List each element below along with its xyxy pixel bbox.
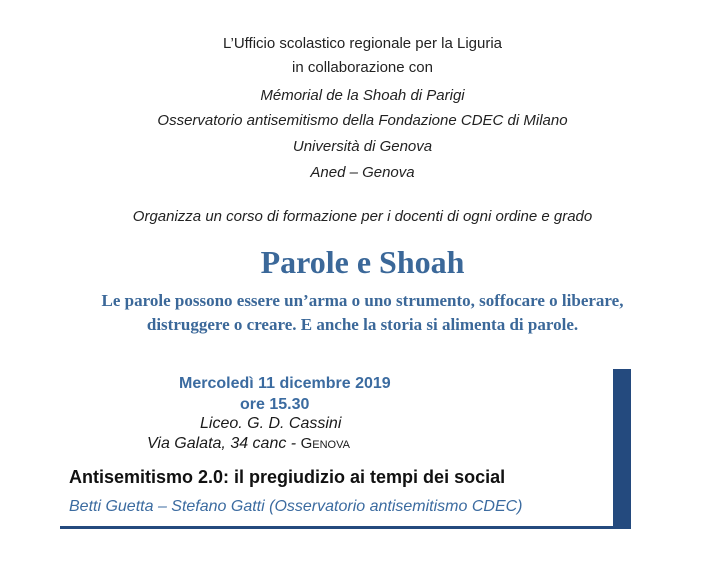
- event-venue: Liceo. G. D. Cassini: [200, 415, 342, 432]
- partner-memorial: Mémorial de la Shoah di Parigi: [260, 87, 465, 104]
- event-time: ore 15.30: [240, 396, 310, 413]
- event-address-city: Genova: [300, 435, 350, 452]
- event-address: [147, 435, 350, 453]
- event-date: Mercoledì 11 dicembre 2019: [179, 375, 391, 392]
- accent-vertical-bar: [613, 369, 631, 529]
- header-collab: in collaborazione con: [292, 59, 433, 76]
- page-title: Parole e Shoah: [260, 244, 465, 280]
- subtitle-line-2: distruggere o creare. E anche la storia si alimenta di parole.: [146, 315, 579, 334]
- talk-speakers: Betti Guetta – Stefano Gatti (Osservatorio antisemitismo CDEC): [69, 498, 523, 515]
- header-org: L’Ufficio scolastico regionale per la Liguria: [222, 35, 503, 52]
- course-line: Organizza un corso di formazione per i docenti di ogni ordine e grado: [132, 208, 593, 225]
- accent-bottom-rule: [60, 526, 631, 529]
- partner-aned: Aned – Genova: [310, 164, 415, 181]
- partner-unige: Università di Genova: [292, 138, 433, 155]
- subtitle-line-1: Le parole possono essere un’arma o uno strumento, soffocare o liberare,: [101, 291, 624, 310]
- event-address-street: Via Galata, 34 canc -: [147, 435, 301, 452]
- talk-title: Antisemitismo 2.0: il pregiudizio ai tempi dei social: [69, 467, 506, 487]
- partner-cdec: Osservatorio antisemitismo della Fondazione CDEC di Milano: [157, 112, 568, 129]
